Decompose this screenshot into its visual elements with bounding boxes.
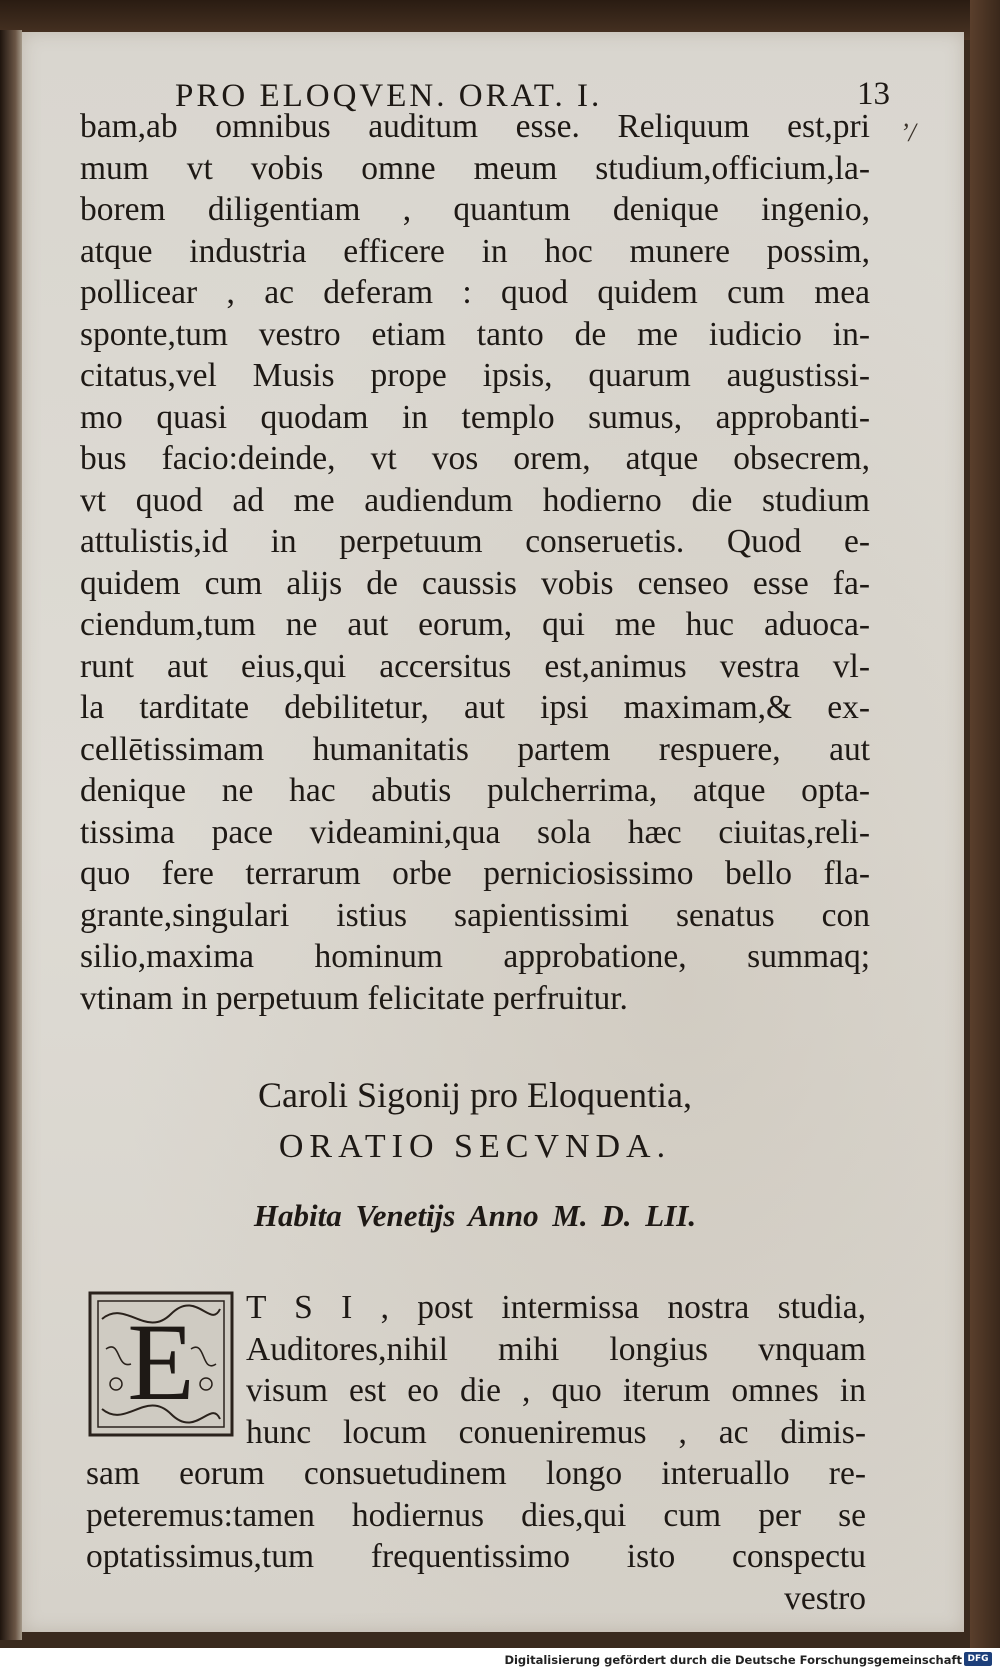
- text-line: citatus,vel Musis prope ipsis, quarum augustissi-: [80, 357, 870, 394]
- text-line: vt quod ad me audiendum hodierno die studium: [80, 481, 870, 519]
- running-head-title: PRO ELOQVEN. ORAT. I.: [175, 78, 603, 114]
- text-line: runt aut eius,qui accersitus est,animus vestra vl-: [80, 647, 870, 685]
- text-line: mum vt vobis omne meum studium,officium,la-: [80, 149, 870, 187]
- oration-subtitle: Habita Venetijs Anno M. D. LII.: [253, 1198, 697, 1233]
- text-line: atque industria efficere in hoc munere possim,: [80, 232, 870, 270]
- digitization-credit: Digitalisierung gefördert durch die Deutsche Forschungsgemeinschaft: [504, 1653, 962, 1667]
- text-line: borem diligentiam , quantum denique ingenio,: [80, 191, 870, 228]
- text-line: bus facio:deinde, vt vos orem, atque obsecrem,: [80, 440, 870, 477]
- text-line: Auditores,nihil mihi longius vnquam: [246, 1330, 866, 1368]
- marginal-mark: ’/: [900, 118, 916, 147]
- text-line: tissima pace videamini,qua sola hæc ciuitas,reli-: [80, 813, 870, 851]
- text-line: quo fere terrarum orbe perniciosissimo bello fla-: [80, 855, 870, 892]
- oration-text: [86, 1287, 866, 1619]
- catchword: vestro: [784, 1579, 866, 1617]
- text-line: visum est eo die , quo iterum omnes in: [246, 1372, 866, 1409]
- text-line: bam,ab omnibus auditum esse. Reliquum est,pri: [80, 108, 870, 145]
- text-line: mo quasi quodam in templo sumus, approbanti-: [80, 398, 870, 436]
- oration-author-heading: Caroli Sigonij pro Eloquentia,: [258, 1075, 692, 1115]
- oration-title-heading: ORATIO SECVNDA.: [278, 1128, 672, 1165]
- backdrop-right: [970, 0, 1000, 1674]
- page-binding-edge: [0, 30, 22, 1640]
- text-line: ciendum,tum ne aut eorum, qui me huc aduoca-: [80, 606, 870, 643]
- text-line: grante,singulari istius sapientissimi senatus con: [80, 896, 870, 934]
- text-line: optatissimus,tum frequentissimo isto conspectu: [86, 1538, 866, 1575]
- text-line: silio,maxima hominum approbatione, summaq;: [80, 938, 870, 975]
- text-line: sponte,tum vestro etiam tanto de me iudicio in-: [80, 315, 870, 353]
- dfg-logo-icon: DFG: [964, 1652, 992, 1666]
- text-line: hunc locum conueniremus , ac dimis-: [246, 1413, 866, 1451]
- text-line: quidem cum alijs de caussis vobis censeo esse fa-: [80, 564, 870, 602]
- text-line: cellētissimam humanitatis partem respuere, aut: [80, 730, 870, 768]
- text-line: pollicear , ac deferam : quod quidem cum mea: [80, 274, 870, 311]
- body-text: [80, 106, 870, 1019]
- page-number: 13: [857, 76, 890, 112]
- text-line: la tarditate debilitetur, aut ipsi maximam,& ex-: [80, 689, 870, 726]
- text-line: vtinam in perpetuum felicitate perfruitur.: [80, 979, 628, 1017]
- text-line: sam eorum consuetudinem longo interuallo re-: [86, 1455, 866, 1492]
- svg-text:E: E: [127, 1301, 195, 1423]
- text-line: peteremus:tamen hodiernus dies,qui cum per se: [86, 1496, 866, 1534]
- text-line: attulistis,id in perpetuum conseruetis. Quod e-: [80, 523, 870, 560]
- text-line: T S I , post intermissa nostra studia,: [246, 1289, 866, 1326]
- text-line: denique ne hac abutis pulcherrima, atque opta-: [80, 772, 870, 809]
